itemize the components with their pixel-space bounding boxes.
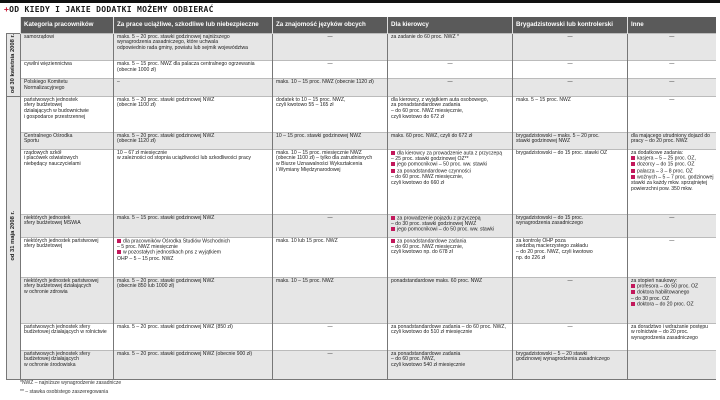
allowances-table	[6, 17, 716, 380]
cell-line: wynagrodzenia zasadniczego, które uchwala	[117, 39, 219, 46]
allowance-cell	[628, 323, 716, 350]
bullet-icon	[391, 162, 395, 166]
cell-line: 10 – 67 zł miesięcznie	[117, 149, 168, 156]
allowance-cell	[513, 61, 628, 79]
cell-line: sfery budżetowej MSWiA	[24, 220, 81, 227]
bullet-icon	[631, 302, 635, 306]
cell-line: maks. 10 – 15 proc. NWZ (obecnie 1120 zł)	[276, 78, 374, 85]
allowance-cell	[388, 96, 513, 132]
allowance-cell	[628, 132, 716, 149]
cell-text: kasjera – 5 – 25 proc. OZ,	[637, 155, 696, 162]
cell-line: za kontrolę OHP poza	[516, 237, 566, 244]
cell-line: niektórych jednostek	[24, 214, 71, 221]
table-row	[7, 132, 716, 149]
column-header: Inne	[628, 17, 716, 33]
cell-line: czyli kwotowo do 510 zł miesięcznie	[391, 329, 473, 336]
cell-line: budżetowej działających	[24, 356, 79, 363]
cell-line: ponadstandardowe maks. 60 proc. NWZ	[391, 277, 483, 284]
cell-line: państwowych jednostek	[24, 96, 78, 103]
cell-line: niektórych jednostek państwowej	[24, 237, 99, 244]
cell-line: za ponadstandardowe zadania	[391, 350, 461, 357]
allowance-cell	[114, 237, 273, 277]
cell-line: i placówek oświatowych	[24, 155, 79, 162]
cell-line: —	[669, 237, 675, 244]
table-row	[7, 237, 716, 277]
allowance-cell	[628, 78, 716, 96]
cell-text: dla kierowcy za prowadzenie auta z przyczepą	[397, 150, 503, 156]
cell-line: dla mającego utrudniony dojazd do	[631, 132, 711, 139]
cell-line: czyli kwotowo do 672 zł	[391, 113, 445, 120]
top-rule	[0, 0, 720, 3]
allowance-cell	[388, 132, 513, 149]
allowance-cell	[273, 96, 388, 132]
period-label	[7, 96, 21, 379]
bullet-icon	[631, 162, 635, 166]
cell-line: Normalizacyjnego	[24, 84, 65, 91]
cell-line: maks. 5 – 15 proc. NWZ dla palacza centralnego ogrzewania	[117, 61, 255, 68]
cell-text: jego pomocnikowi – do 50 proc. ww. stawki	[397, 226, 495, 233]
cell-line: maks. 60 proc. NWZ, czyli do 672 zł	[391, 132, 473, 139]
cell-line: maks. 10 lub 15 proc. NWZ	[276, 237, 338, 244]
allowance-cell	[114, 214, 273, 237]
table-row	[7, 350, 716, 379]
footnote-oz: ** – stawka osobistego zaszeregowania	[20, 389, 109, 395]
cell-line: – do 60 proc. NWZ,	[391, 356, 436, 363]
table-row	[7, 149, 716, 214]
footnote-nwz: *NWZ – najniższe wynagrodzenie zasadnicze	[20, 380, 122, 386]
cell-line: sfery budżetowej	[24, 243, 63, 250]
bullet-icon	[631, 175, 635, 179]
cell-line: maks. 5 – 20 proc. stawki godzinowej NWZ	[117, 96, 215, 103]
cell-line: za ponadstandardowe zadania – do 60 proc. NWZ,	[391, 323, 506, 330]
cell-text: doktora habilitowanego	[637, 289, 690, 296]
cell-line: np. do 226 zł	[516, 254, 546, 261]
bullet-icon	[631, 156, 635, 160]
cell-line: maks. 5 – 20 proc. stawki godzinowej NWZ (850 zł)	[117, 323, 233, 330]
cell-line: brygadzistowski – do 15 proc. stawki OZ	[516, 149, 608, 156]
cell-line: —	[567, 323, 573, 330]
cell-line: —	[327, 323, 333, 330]
cell-line: państwowych jednostek sfery	[24, 323, 91, 330]
table-row	[7, 277, 716, 323]
cell-line: – do 20 proc. NWZ, czyli kwotowo	[516, 248, 593, 255]
bullet-icon	[391, 169, 395, 173]
allowance-cell	[273, 323, 388, 350]
cell-line: Polskiego Komitetu	[24, 78, 68, 85]
cell-line: – do 60 proc. NWZ miesięcznie,	[391, 243, 464, 250]
cell-line: brygadzistowski – 5 – 20 stawki	[516, 350, 588, 357]
allowance-cell	[273, 78, 388, 96]
cell-line: i gospodarce przestrzennej	[24, 113, 86, 120]
table-row	[7, 33, 716, 61]
allowance-cell	[388, 350, 513, 379]
allowance-cell	[114, 323, 273, 350]
cell-line: Centralnego Ośrodka	[24, 132, 73, 139]
allowance-cell	[513, 237, 628, 277]
column-header: Za prace uciążliwe, szkodliwe lub niebezpieczne	[114, 17, 273, 33]
table-row	[7, 323, 716, 350]
cell-line: samorządowi	[24, 33, 55, 40]
cell-line: stawki za każdy mkw. sprzątniętej	[631, 180, 708, 187]
category-cell	[21, 277, 114, 323]
category-cell	[21, 33, 114, 61]
allowance-cell	[114, 350, 273, 379]
allowance-cell	[114, 277, 273, 323]
cell-line: maks. 5 – 20 proc. stawki godzinowej NWZ	[117, 132, 215, 139]
cell-text: za prowadzenie pojazdu z przyczepą	[397, 215, 481, 221]
allowance-cell	[628, 350, 716, 379]
cell-line: —	[447, 61, 453, 68]
allowance-cell	[513, 96, 628, 132]
allowance-cell	[273, 277, 388, 323]
cell-line: – 25 proc. stawki godzinowej OZ**	[391, 155, 469, 162]
cell-line: brygadzistowski – maks. 5 – 20 proc.	[516, 132, 600, 139]
allowance-cell	[114, 132, 273, 149]
column-header: Za znajomość języków obcych	[273, 17, 388, 33]
cell-line: sfery budżetowej działających	[24, 283, 92, 290]
allowance-cell	[513, 33, 628, 61]
column-header: Dla kierowcy	[388, 17, 513, 33]
cell-line: (obecnie 1100 zł) – tylko dla zatrudnionych	[276, 155, 373, 162]
cell-line: —	[567, 78, 573, 85]
bullet-icon	[391, 216, 395, 220]
allowance-cell	[273, 33, 388, 61]
allowance-cell	[273, 214, 388, 237]
category-cell	[21, 350, 114, 379]
cell-line: w zależności od stopnia uciążliwości lub szkodliwości pracy	[117, 155, 251, 162]
cell-text: dozorcy – do 15 proc. OZ	[637, 161, 695, 168]
cell-text: za ponadstandardowe czynności	[397, 168, 471, 175]
cell-line: – do 60 proc. NWZ miesięcznie,	[391, 107, 464, 114]
cell-line: —	[669, 61, 675, 68]
bullet-icon	[391, 151, 395, 155]
allowance-cell	[114, 96, 273, 132]
allowance-cell	[513, 350, 628, 379]
allowance-cell	[273, 237, 388, 277]
bullet-icon	[631, 290, 635, 294]
table-row	[7, 214, 716, 237]
cell-line: —	[669, 33, 675, 40]
cell-line: —	[567, 61, 573, 68]
cell-line: w rolnictwie – do 20 proc.	[631, 329, 689, 336]
allowance-cell	[628, 149, 716, 214]
cell-text: dla pracowników Ośrodka Studiów Wschodnich	[123, 238, 231, 244]
cell-line: w Biurze Uznawalności Wykształcenia	[276, 160, 363, 167]
allowance-cell	[114, 61, 273, 79]
cell-line: rządowych szkół	[24, 149, 62, 156]
cell-line: czyli kwotowo 540 zł miesięcznie	[391, 361, 466, 368]
allowance-cell	[114, 149, 273, 214]
cell-line: —	[327, 61, 333, 68]
cell-line: powierzchni pow. 350 mkw.	[631, 185, 693, 192]
allowance-cell	[388, 33, 513, 61]
allowance-cell	[513, 149, 628, 214]
allowance-cell	[628, 61, 716, 79]
category-cell	[21, 149, 114, 214]
category-cell	[21, 96, 114, 132]
cell-line: dla kierowcy, z wyjątkiem auta osobowego,	[391, 96, 489, 103]
allowance-cell	[388, 214, 513, 237]
bullet-icon	[631, 284, 635, 288]
cell-line: państwowych jednostek sfery	[24, 350, 91, 357]
cell-line: maks. 5 – 15 proc. NWZ	[516, 96, 571, 103]
cell-line: maks. 10 – 15 proc. NWZ	[276, 277, 334, 284]
cell-line: 10 – 15 proc. stawki godzinowej NWZ	[276, 132, 362, 139]
cell-line: – 5 proc. NWZ miesięcznie	[117, 243, 178, 250]
cell-line: za doradztwo i wdrażanie postępu	[631, 323, 709, 330]
allowance-cell	[114, 33, 273, 61]
cell-line: niektórych jednostek państwowej	[24, 277, 99, 284]
bullet-icon	[117, 250, 121, 254]
cell-line: cywilni więziennictwa	[24, 61, 72, 68]
category-cell	[21, 61, 114, 79]
cell-text: w pozostałych jednostkach pns z wyjątkiem	[123, 249, 221, 256]
table-header	[7, 17, 716, 33]
cell-line: – do 30 proc. OZ	[631, 295, 670, 302]
period-text: od 31 maja 2008 r.	[9, 211, 16, 261]
cell-line: sfery budżetowej	[24, 102, 63, 109]
cell-line: (obecnie 1000 zł)	[117, 67, 157, 74]
allowance-cell	[628, 214, 716, 237]
category-cell	[21, 214, 114, 237]
cell-line: budżetowej działających w rolnictwie	[24, 329, 107, 336]
cell-line: —	[567, 277, 573, 284]
cell-line: czyli kwotowo np. do 678 zł	[391, 249, 453, 256]
cell-text: jego pomocnikowi – 50 proc. ww. stawki	[397, 161, 488, 168]
cell-text: doktora – do 20 proc. OZ	[637, 301, 694, 308]
cell-line: —	[669, 96, 675, 103]
cell-line: —	[327, 214, 333, 221]
cell-line: niebędący nauczycielami	[24, 160, 81, 167]
cell-line: (obecnie 1100 zł)	[117, 102, 156, 109]
page-title: +OD KIEDY I JAKIE DODATKI MOŻEMY ODBIERAĆ	[4, 5, 214, 14]
cell-line: za dodatkowe zadania:	[631, 149, 684, 156]
cell-line: —	[447, 78, 453, 85]
cell-line: pracy – do 20 proc. NWZ	[631, 138, 688, 145]
allowance-cell	[513, 78, 628, 96]
column-header: Kategoria pracowników	[21, 17, 114, 33]
bullet-line	[631, 302, 713, 308]
cell-line: – do 60 proc. NWZ miesięcznie,	[391, 173, 464, 180]
cell-line: w ochronie zdrowia	[24, 288, 68, 295]
cell-line: OHP – 5 – 15 proc. NWZ	[117, 255, 174, 262]
cell-line: stawki godzinowej NWZ	[516, 138, 571, 145]
allowance-cell	[388, 237, 513, 277]
table-row	[7, 61, 716, 79]
cell-line: za stopień naukowy:	[631, 277, 678, 284]
cell-line: i Wymiany Międzynarodowej	[276, 166, 341, 173]
category-cell	[21, 237, 114, 277]
allowance-cell	[513, 214, 628, 237]
cell-line: wynagrodzenia zasadniczego	[631, 334, 698, 341]
cell-line: maks. 5 – 20 proc. stawki godzinowej najniższego	[117, 33, 230, 40]
category-cell	[21, 78, 114, 96]
table-row	[7, 96, 716, 132]
cell-line: wynagrodzenia zasadniczego	[516, 220, 583, 227]
allowance-cell	[513, 277, 628, 323]
allowance-cell	[628, 33, 716, 61]
cell-line: —	[669, 78, 675, 85]
category-cell	[21, 132, 114, 149]
cell-line: maks. 5 – 15 proc. stawki godzinowej NWZ	[117, 214, 215, 221]
cell-line: —	[669, 214, 675, 221]
bullet-icon	[391, 239, 395, 243]
cell-line: —	[567, 33, 573, 40]
allowance-cell	[628, 237, 716, 277]
allowance-cell	[388, 277, 513, 323]
allowance-cell	[388, 149, 513, 214]
allowance-cell	[388, 61, 513, 79]
cell-text: woźnych – 5 – 7 proc. godzinowej	[637, 174, 714, 181]
bullet-icon	[631, 169, 635, 173]
allowance-cell	[628, 277, 716, 323]
cell-line: maks. 10 – 15 proc. miesięcznie NWZ	[276, 149, 362, 156]
cell-line: czyli kwotowo do 660 zł	[391, 179, 445, 186]
cell-line: Sportu	[24, 138, 40, 145]
cell-line: —	[327, 33, 333, 40]
cell-line: za ponadstandardowe zadania	[391, 102, 461, 109]
cell-line: maks. 5 – 20 proc. stawki godzinowej NWZ (obecnie 900 zł)	[117, 350, 253, 357]
allowance-cell	[628, 96, 716, 132]
cell-text: profesora – do 50 proc. OZ	[637, 283, 699, 290]
allowance-cell	[273, 350, 388, 379]
bullet-line	[391, 227, 509, 233]
cell-text: za ponadstandardowe zadania	[397, 238, 467, 244]
allowance-cell	[513, 132, 628, 149]
allowance-cell	[273, 149, 388, 214]
cell-text: palacza – 3 – 8 proc. OZ	[637, 168, 693, 175]
allowance-cell	[114, 78, 273, 96]
table-row	[7, 78, 716, 96]
allowance-cell	[513, 323, 628, 350]
cell-line: brygadzistowski – do 15 proc.	[516, 214, 584, 221]
allowance-cell	[273, 61, 388, 79]
cell-line: w ochronie środowiska	[24, 361, 76, 368]
cell-line: siedzibą macierzystego zakładu	[516, 243, 588, 250]
cell-line: (obecnie 1120 zł)	[117, 138, 156, 145]
cell-line: (obecnie 850 lub 1000 zł)	[117, 283, 175, 290]
cell-line: —	[327, 350, 333, 357]
allowance-cell	[388, 78, 513, 96]
bullet-icon	[391, 227, 395, 231]
cell-line: działających w budownictwie	[24, 107, 89, 114]
bullet-icon	[117, 239, 121, 243]
period-text: od 30 kwietnia 2008 r.	[9, 33, 16, 93]
allowance-cell	[388, 323, 513, 350]
cell-line: czyli kwotowo 55 – 165 zł	[276, 102, 334, 109]
cell-line: – do 30 proc. stawki godzinowej NWZ	[391, 220, 477, 227]
category-cell	[21, 323, 114, 350]
cell-line: za zadanie do 60 proc. NWZ *	[391, 33, 459, 40]
period-label	[7, 33, 21, 96]
column-header: Brygadzistowski lub kontrolerski	[513, 17, 628, 33]
cell-line: –	[117, 78, 120, 85]
cell-line: maks. 5 – 20 proc. stawki godzinowej NWZ	[117, 277, 215, 284]
allowance-cell	[273, 132, 388, 149]
cell-line: odpowiednio rada gminy, powiatu lub sejmik województwa	[117, 44, 248, 51]
cell-line: godzinowej wynagrodzenia zasadniczego	[516, 356, 610, 363]
cell-line: dodatek to 10 – 15 proc. NWZ,	[276, 96, 346, 103]
